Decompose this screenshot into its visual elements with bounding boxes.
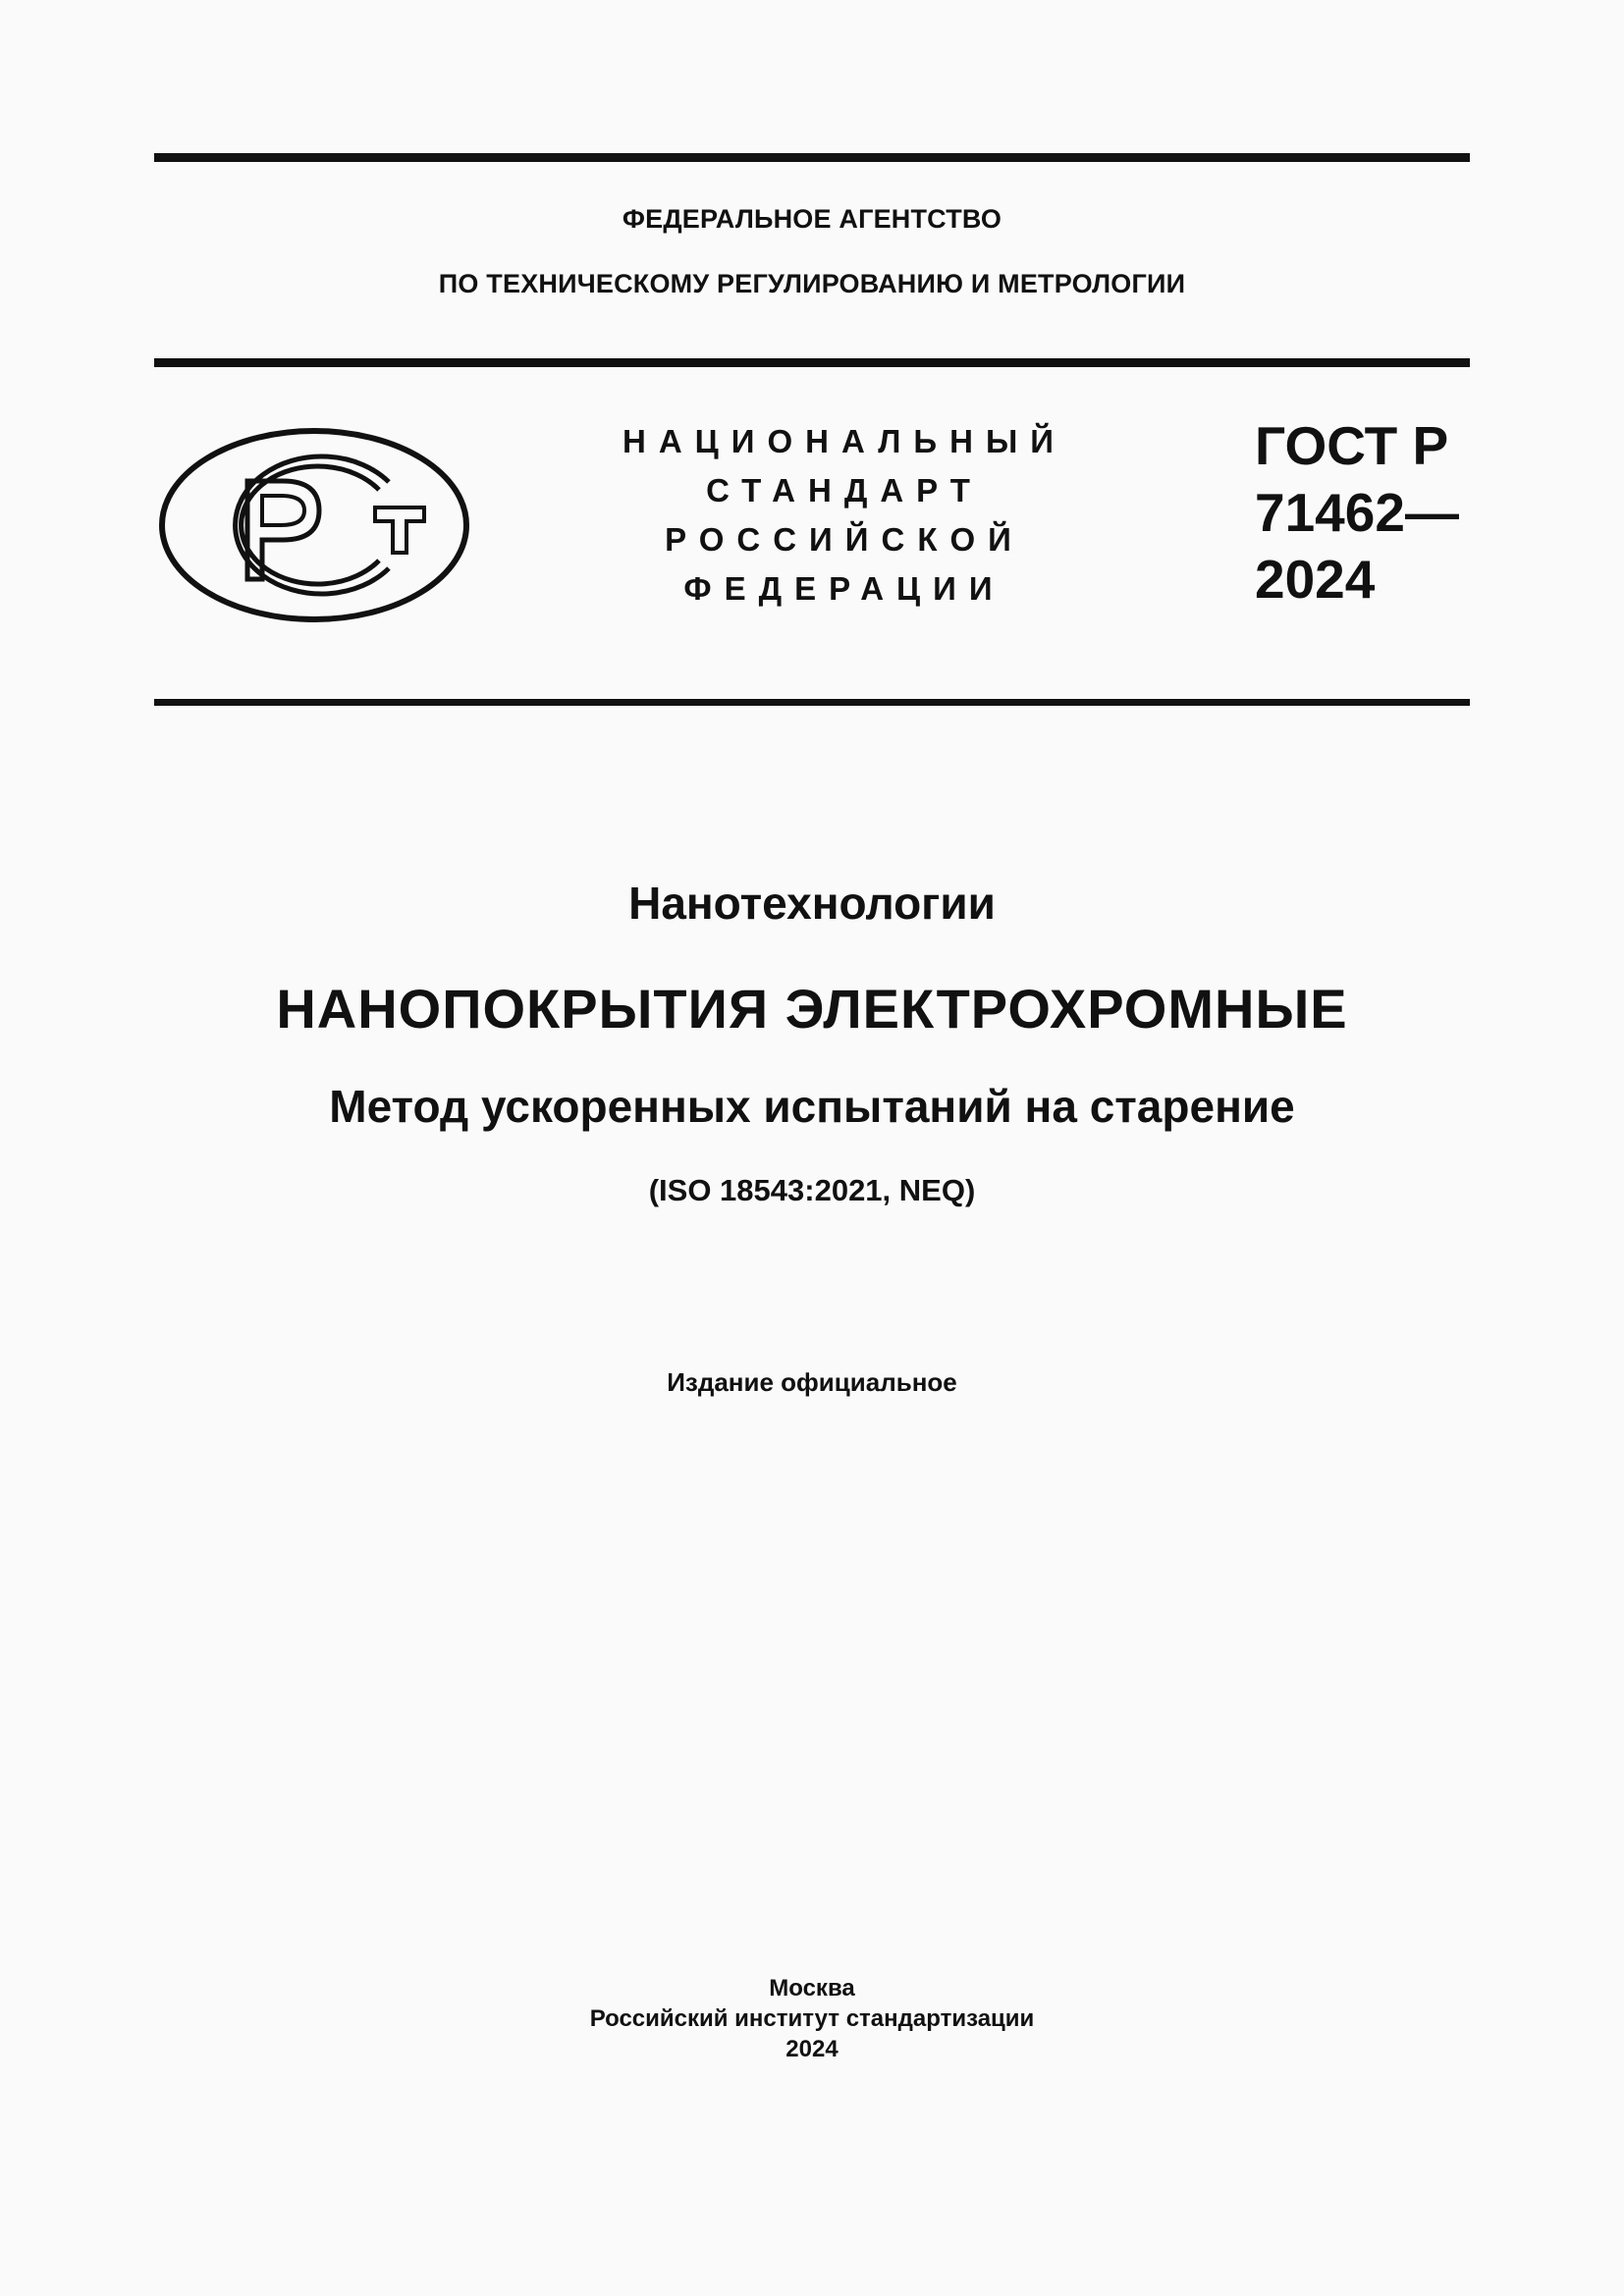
header-rule <box>154 358 1470 367</box>
imprint-year: 2024 <box>785 2036 839 2062</box>
national-standard-line-4: ФЕДЕРАЦИИ <box>683 570 1005 607</box>
designation-line-1: ГОСТ Р <box>1255 415 1449 476</box>
top-rule <box>154 153 1470 162</box>
designation-line-3: 2024 <box>1255 549 1376 610</box>
national-standard-block <box>599 417 1090 614</box>
gost-r-logo-icon <box>157 427 471 623</box>
national-standard-line-1: НАЦИОНАЛЬНЫЙ <box>623 423 1066 459</box>
agency-line-2: ПО ТЕХНИЧЕСКОМУ РЕГУЛИРОВАНИЮ И МЕТРОЛОГИИ <box>438 269 1186 298</box>
national-standard-line-3: РОССИЙСКОЙ <box>665 521 1024 558</box>
document-title: НАНОПОКРЫТИЯ ЭЛЕКТРОХРОМНЫЕ <box>276 978 1348 1040</box>
designation-line-2: 71462— <box>1255 482 1459 543</box>
document-subject: Нанотехнологии <box>628 878 996 929</box>
imprint-city: Москва <box>769 1975 855 2002</box>
agency-line-1: ФЕДЕРАЛЬНОЕ АГЕНТСТВО <box>622 204 1002 234</box>
standard-designation <box>1255 412 1459 613</box>
document-subtitle: Метод ускоренных испытаний на старение <box>329 1081 1295 1132</box>
iso-reference: (ISO 18543:2021, NEQ) <box>648 1173 976 1207</box>
national-standard-line-2: СТАНДАРТ <box>706 472 983 508</box>
edition-note: Издание официальное <box>667 1367 957 1397</box>
imprint-publisher: Российский институт стандартизации <box>589 2005 1035 2032</box>
title-block-rule <box>154 699 1470 706</box>
imprint <box>154 1973 1470 2064</box>
